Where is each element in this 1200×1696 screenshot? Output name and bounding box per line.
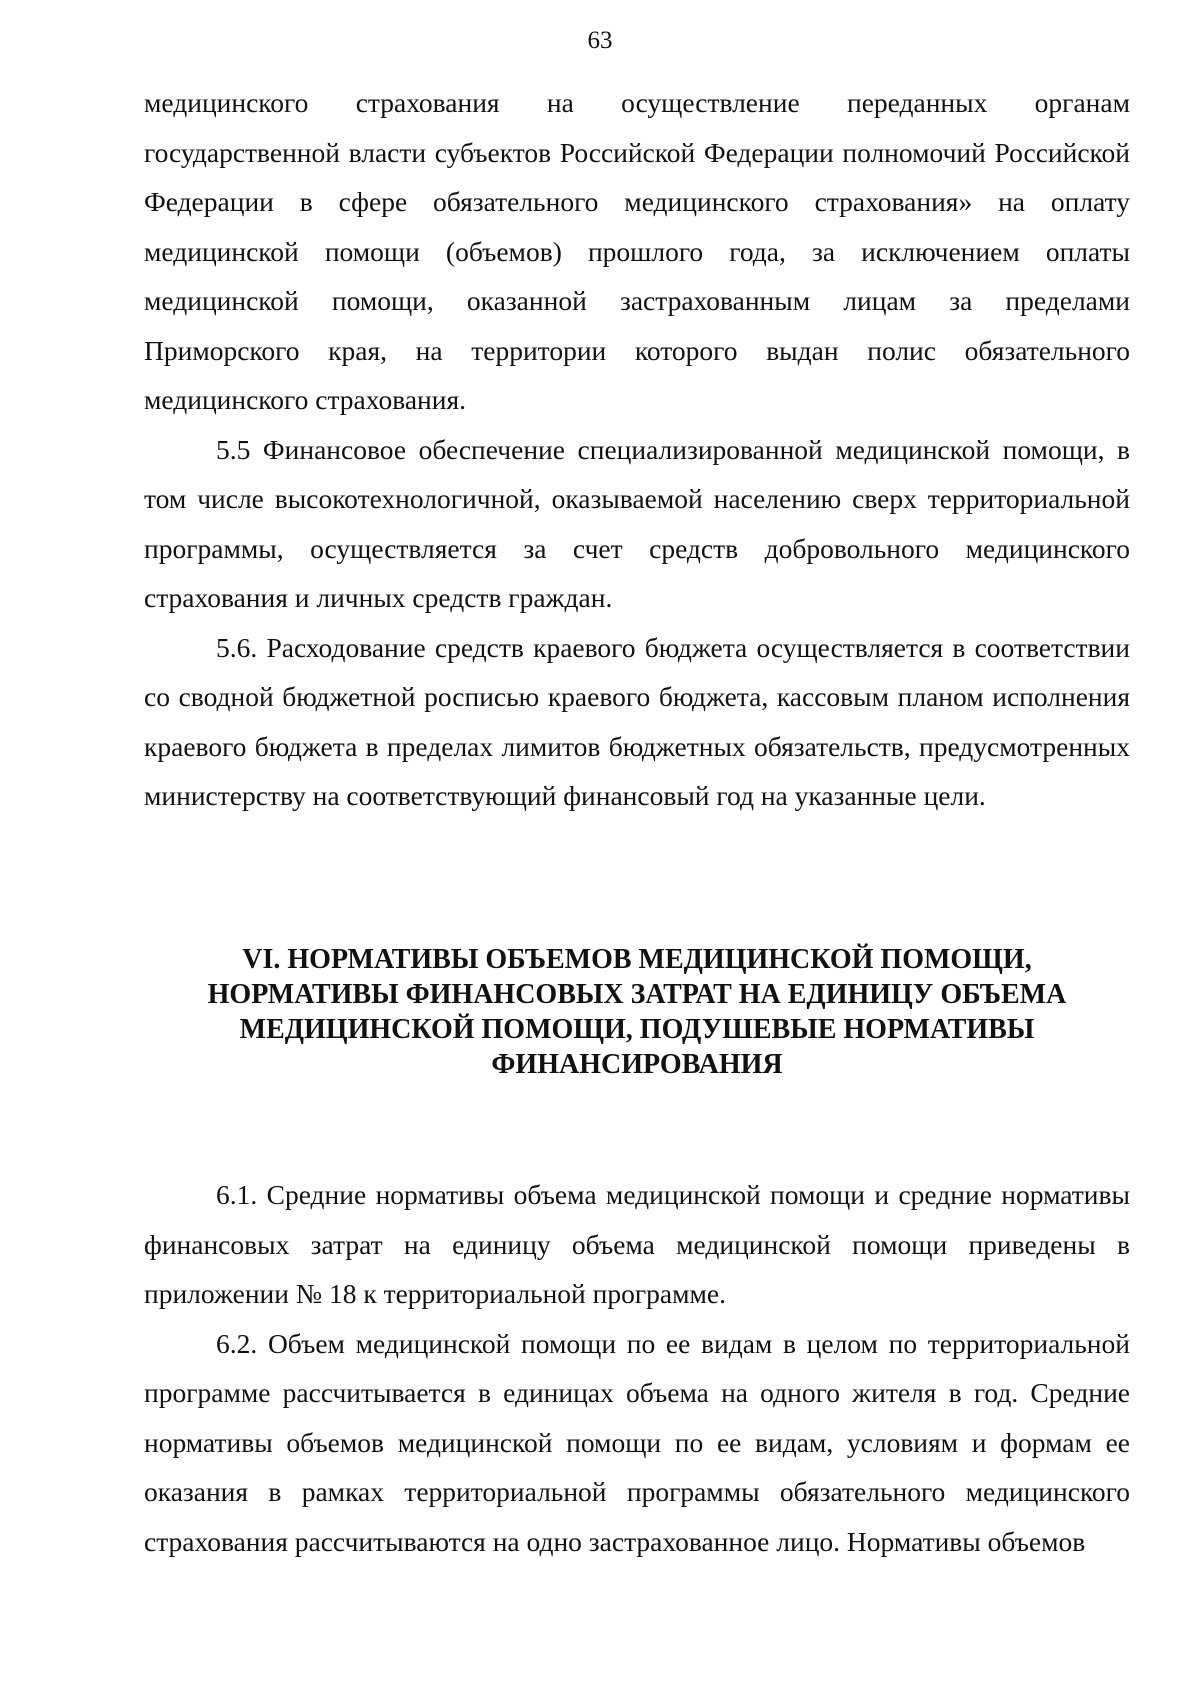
paragraph-6-2: 6.2. Объем медицинской помощи по ее видам в целом по территориальной программе рассчитывается в единицах объема на одного жителя в год. Средние нормативы объемов медицинской помощи по ее видам, условиям и формам ее оказания в рамках территориальной программы обязательного медицинского страхования рассчитываются на одно застрахованное лицо. Нормативы объемов xyxy=(144,1327,1130,1557)
paragraph-5-5: 5.5 Финансовое обеспечение специализированной медицинской помощи, в том числе высокотехнологичной, оказываемой населению сверх территориальной программы, осуществляется за счет средств добровольного медицинского страхования и личных средств граждан. xyxy=(144,433,1130,613)
section-heading-line: МЕДИЦИНСКОЙ ПОМОЩИ, ПОДУШЕВЫЕ НОРМАТИВЫ xyxy=(239,1014,1035,1045)
paragraph-continuation: медицинского страхования на осуществление переданных органам государственной власти субъектов Российской Федерации полномочий Российской Федерации в сфере обязательного медицинского страхования» на оплату медицинской помощи (объемов) прошлого года, за исключением оплаты медицинской помощи, оказанной застрахованным лицам за пределами Приморского края, на территории которого выдан полис обязательного медицинского страхования. xyxy=(144,87,1130,415)
section-heading-line: VI. НОРМАТИВЫ ОБЪЕМОВ МЕДИЦИНСКОЙ ПОМОЩИ, xyxy=(242,944,1032,975)
page-number: 63 xyxy=(587,27,613,54)
section-heading-line: ФИНАНСИРОВАНИЯ xyxy=(491,1049,783,1080)
text-block-upper xyxy=(144,78,1130,821)
paragraph-5-6: 5.6. Расходование средств краевого бюджета осуществляется в соответствии со сводной бюджетной росписью краевого бюджета, кассовым планом исполнения краевого бюджета в пределах лимитов бюджетных обязательств, предусмотренных министерству на соответствующий финансовый год на указанные цели. xyxy=(144,631,1130,811)
section-heading xyxy=(144,942,1130,1082)
text-block-lower xyxy=(144,1170,1130,1566)
paragraph-6-1: 6.1. Средние нормативы объема медицинской помощи и средние нормативы финансовых затрат на единицу объема медицинской помощи приведены в приложении № 18 к территориальной программе. xyxy=(144,1179,1130,1309)
section-heading-line: НОРМАТИВЫ ФИНАНСОВЫХ ЗАТРАТ НА ЕДИНИЦУ ОБЪЕМА xyxy=(207,979,1067,1010)
